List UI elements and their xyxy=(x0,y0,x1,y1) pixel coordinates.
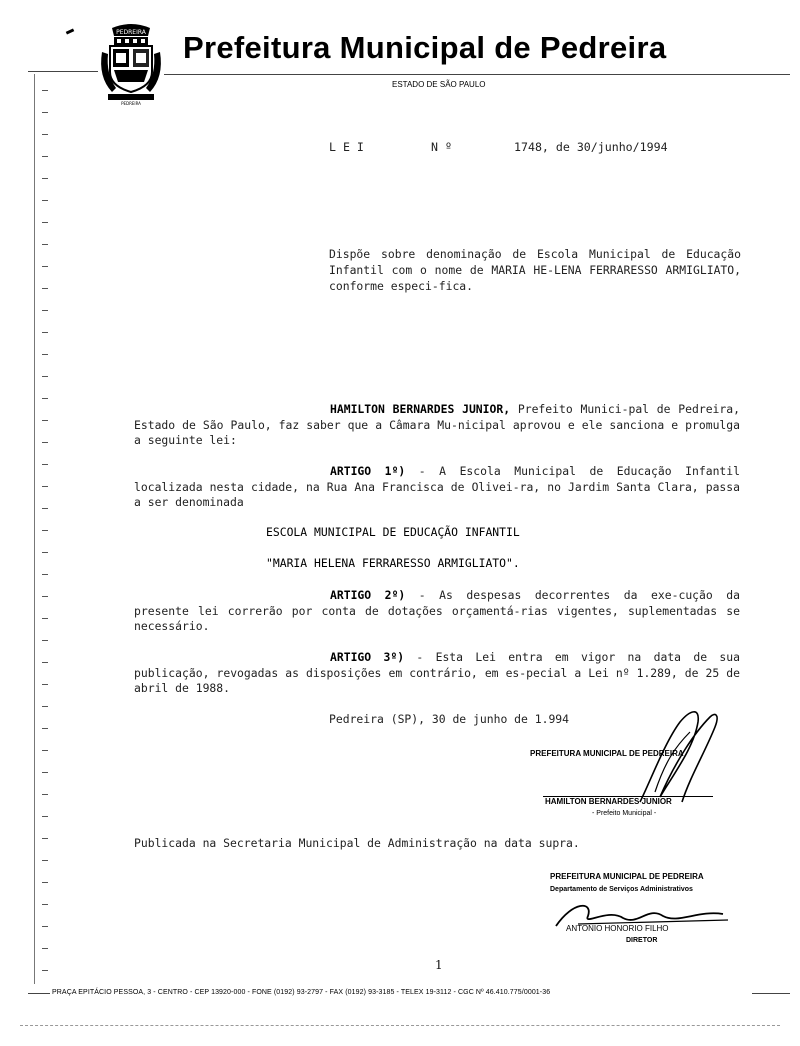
margin-tick xyxy=(42,90,48,91)
margin-tick xyxy=(42,420,48,421)
mayor-stamp: PREFEITURA MUNICIPAL DE PEDREIRA xyxy=(530,749,684,758)
margin-tick xyxy=(42,530,48,531)
left-margin-line xyxy=(34,74,35,984)
margin-tick xyxy=(42,618,48,619)
margin-tick xyxy=(42,134,48,135)
admin-department: Departamento de Serviços Administrativos xyxy=(550,886,693,893)
margin-tick xyxy=(42,662,48,663)
margin-tick xyxy=(42,794,48,795)
corner-mark xyxy=(66,28,75,34)
margin-tick xyxy=(42,222,48,223)
article-3-text: - Esta Lei entra em vigor na data de sua publicação, revogadas as disposições em contrário, em es-pecial a Lei nº 1.289, de 25 de abril de 1988. xyxy=(134,650,741,695)
margin-tick xyxy=(42,574,48,575)
intro-paragraph xyxy=(134,402,740,449)
margin-tick xyxy=(42,332,48,333)
margin-tick xyxy=(42,552,48,553)
svg-text:PEDREIRA: PEDREIRA xyxy=(116,29,146,36)
page-title: Prefeitura Municipal de Pedreira xyxy=(183,30,667,65)
law-ementa: Dispõe sobre denominação de Escola Municipal de Educação Infantil com o nome de MARIA HE-LENA FERRARESSO ARMIGLIATO, conforme especi-fica. xyxy=(329,247,741,293)
margin-tick xyxy=(42,640,48,641)
school-name-line1: ESCOLA MUNICIPAL DE EDUCAÇÃO INFANTIL xyxy=(266,525,520,539)
header-rule-right xyxy=(164,74,790,75)
margin-tick xyxy=(42,354,48,355)
margin-tick xyxy=(42,310,48,311)
margin-tick xyxy=(42,244,48,245)
bottom-scan-line xyxy=(20,1025,780,1027)
margin-tick xyxy=(42,948,48,949)
date-line: Pedreira (SP), 30 de junho de 1.994 xyxy=(329,712,570,726)
margin-tick xyxy=(42,178,48,179)
article-2 xyxy=(134,588,740,635)
mayor-name-stamp: HAMILTON BERNARDES JUNIOR xyxy=(545,797,672,806)
svg-text:PEDREIRA: PEDREIRA xyxy=(121,101,141,106)
admin-role: DIRETOR xyxy=(626,937,658,944)
article-1 xyxy=(134,464,740,511)
margin-tick xyxy=(42,926,48,927)
margin-tick xyxy=(42,684,48,685)
article-3 xyxy=(134,650,740,697)
mayor-role: - Prefeito Municipal - xyxy=(592,810,657,817)
law-heading-number: 1748, de 30/junho/1994 xyxy=(514,140,668,154)
mayor-name: HAMILTON BERNARDES JUNIOR, xyxy=(330,402,511,416)
margin-tick xyxy=(42,706,48,707)
admin-stamp: PREFEITURA MUNICIPAL DE PEDREIRA xyxy=(550,872,704,881)
margin-tick xyxy=(42,398,48,399)
article-1-label: ARTIGO 1º) xyxy=(330,464,406,478)
margin-tick xyxy=(42,266,48,267)
article-2-label: ARTIGO 2º) xyxy=(330,588,406,602)
page-number: 1 xyxy=(435,958,443,972)
margin-tick xyxy=(42,772,48,773)
school-name-line2: "MARIA HELENA FERRARESSO ARMIGLIATO". xyxy=(266,556,520,570)
margin-tick xyxy=(42,156,48,157)
margin-tick xyxy=(42,508,48,509)
law-heading-no: N º xyxy=(431,140,452,154)
footer-rule-left xyxy=(28,993,50,994)
state-subtitle: ESTADO DE SÃO PAULO xyxy=(392,80,486,89)
publication-note: Publicada na Secretaria Municipal de Administração na data supra. xyxy=(134,836,580,850)
margin-tick xyxy=(42,464,48,465)
margin-tick xyxy=(42,288,48,289)
margin-tick xyxy=(42,376,48,377)
margin-tick xyxy=(42,200,48,201)
margin-tick xyxy=(42,442,48,443)
article-2-text: - As despesas decorrentes da exe-cução da presente lei correrão por conta de dotações orçamentá-rias vigentes, suplementadas se necessário. xyxy=(134,588,741,633)
margin-tick xyxy=(42,838,48,839)
margin-tick xyxy=(42,750,48,751)
margin-tick xyxy=(42,970,48,971)
law-heading-lei: L E I xyxy=(329,140,364,154)
footer-address: PRAÇA EPITÁCIO PESSOA, 3 - CENTRO - CEP 13920-000 - FONE (0192) 93-2797 - FAX (0192) 93-3185 - TELEX 19-3112 - CGC Nº 46.410.775/0001-36 xyxy=(52,989,551,996)
article-1-text: - A Escola Municipal de Educação Infantil localizada nesta cidade, na Rua Ana Francisca de Olivei-ra, no Jardim Santa Clara, passa a ser denominada xyxy=(134,464,741,509)
header-rule-left xyxy=(28,71,98,72)
footer-rule-right xyxy=(752,993,790,994)
admin-name: ANTONIO HONORIO FILHO xyxy=(566,924,669,933)
margin-tick xyxy=(42,904,48,905)
pedreira-crest-logo xyxy=(98,22,164,108)
margin-tick xyxy=(42,728,48,729)
margin-tick xyxy=(42,882,48,883)
article-3-label: ARTIGO 3º) xyxy=(330,650,405,664)
margin-tick xyxy=(42,486,48,487)
margin-tick xyxy=(42,860,48,861)
margin-tick xyxy=(42,816,48,817)
margin-tick xyxy=(42,112,48,113)
intro-text: Prefeito Munici-pal de Pedreira, Estado de São Paulo, faz saber que a Câmara Mu-nicipal aprovou e ele sanciona e promulga a seguinte lei: xyxy=(134,402,740,447)
margin-tick xyxy=(42,596,48,597)
